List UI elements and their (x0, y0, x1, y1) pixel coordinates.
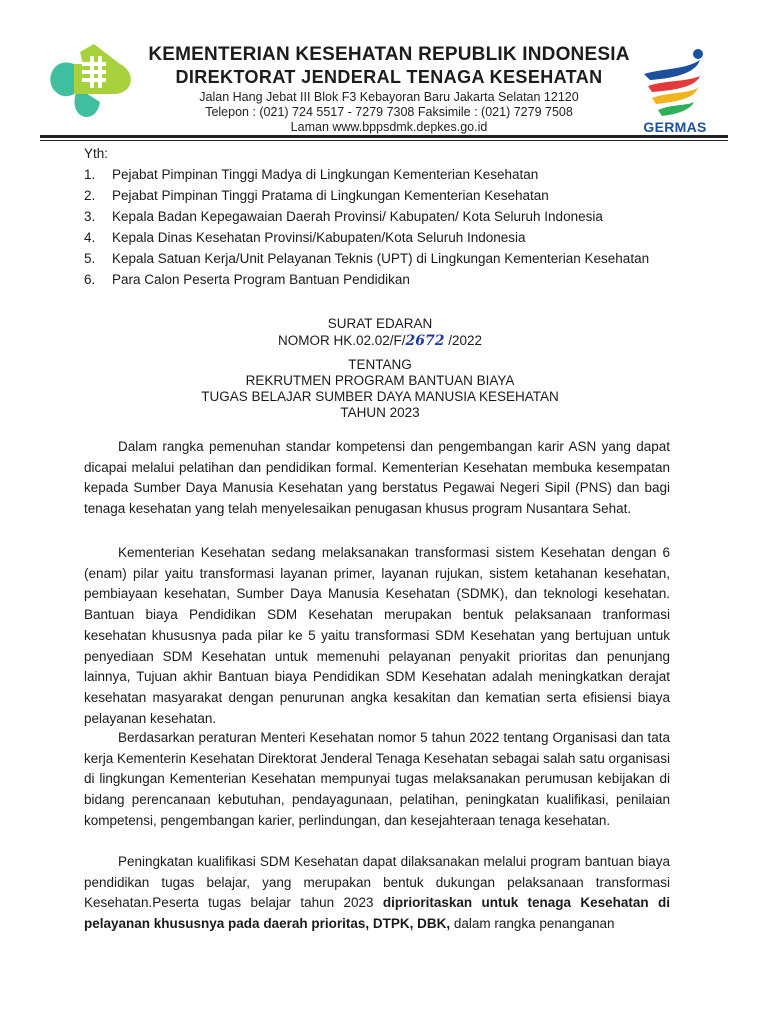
germas-label: GERMAS (643, 119, 707, 135)
address-line: Jalan Hang Jebat III Blok F3 Kebayoran Baru Jakarta Selatan 12120 (199, 90, 579, 104)
website-line: Laman www.bppsdmk.depkes.go.id (290, 120, 488, 134)
bold-emphasis: diprioritaskan untuk tenaga Kesehatan di pelayanan khususnya pada daerah prioritas, DTPK, DBK, (84, 895, 670, 932)
recipient-item: 3. Kepala Badan Kepegawaian Daerah Provinsi/ Kabupaten/ Kota Seluruh Indonesia (84, 209, 603, 224)
letterhead-rule (40, 135, 728, 138)
handwritten-number: 2672 (405, 333, 445, 349)
ministry-name: KEMENTERIAN KESEHATAN REPUBLIK INDONESIA (148, 44, 630, 65)
recipient-item: 2. Pejabat Pimpinan Tinggi Pratama di Lingkungan Kementerian Kesehatan (84, 188, 549, 203)
kemenkes-logo-icon (44, 42, 136, 124)
salutation: Yth: (84, 146, 109, 161)
body-paragraph: Kementerian Kesehatan sedang melaksanakan transformasi sistem Kesehatan dengan 6 (enam) pilar yaitu transformasi layanan primer, layanan rujukan, sistem ketahanan kesehatan, pembiayaan kesehatan, Sumber Daya Manusia Kesehatan (SDMK), dan teknologi kesehatan. Bantuan biaya Pendidikan SDM Kesehatan merupakan bentuk pelaksanaan tranformasi kesehatan khususnya pada pilar ke 5 yaitu transformasi SDM Kesehatan yang bertujuan untuk penyediaan SDM Kesehatan untuk memenuhi pelayanan penyakit prioritas dan penunjang lainnya, Tujuan akhir Bantuan biaya Pendidikan SDM Kesehatan adalah meningkatkan derajat kesehatan masyarakat dengan penurunan angka kesakitan dan kematian serta efisiensi biaya pelayanan kesehatan. (84, 545, 670, 726)
body-paragraph: Peningkatan kualifikasi SDM Kesehatan dapat dilaksanakan melalui program bantuan biaya pendidikan tugas belajar, yang merupakan bentuk dukungan pelaksanaan transformasi Kesehatan.Peserta tugas belajar tahun 2023 diprioritaskan untuk tenaga Kesehatan di pelayanan khususnya pada daerah prioritas, DTPK, DBK, dalam rangka penanganan (84, 854, 670, 932)
letter-number: NOMOR HK.02.02/F/2672 /2022 (277, 333, 483, 349)
recipient-item: 5. Kepala Satuan Kerja/Unit Pelayanan Teknis (UPT) di Lingkungan Kementerian Kesehatan (84, 251, 650, 266)
about-label: TENTANG (348, 357, 412, 372)
subject-line: TUGAS BELAJAR SUMBER DAYA MANUSIA KESEHATAN (201, 389, 559, 404)
phone-line: Telepon : (021) 724 5517 - 7279 7308 Faksimile : (021) 7279 7508 (205, 105, 573, 119)
letter-type: SURAT EDARAN (327, 316, 433, 331)
recipient-item: 6. Para Calon Peserta Program Bantuan Pendidikan (84, 272, 410, 287)
body-paragraph: Berdasarkan peraturan Menteri Kesehatan nomor 5 tahun 2022 tentang Organisasi dan tata kerja Kementerin Kesehatan Direktorat Jenderal Tenaga Kesehatan sebagai salah satu organisasi di lingkungan Kementerian Kesehatan mempunyai tugas melaksanakan perumusan kebijakan di bidang perencanaan kebutuhan, pendayagunaan, pelatihan, peningkatan kualifikasi, penilaian kompetensi, pengembangan karier, perlindungan, dan kesejahteraan tenaga kesehatan. (84, 730, 670, 828)
letterhead-rule-thin (40, 140, 728, 141)
recipient-item: 4. Kepala Dinas Kesehatan Provinsi/Kabupaten/Kota Seluruh Indonesia (84, 230, 526, 245)
subject-line: REKRUTMEN PROGRAM BANTUAN BIAYA (245, 373, 515, 388)
subject-line: TAHUN 2023 (340, 405, 420, 420)
directorate-name: DIREKTORAT JENDERAL TENAGA KESEHATAN (175, 67, 603, 87)
body-paragraph: Dalam rangka pemenuhan standar kompetensi dan pengembangan karir ASN yang dapat dicapai melalui pelatihan dan pendidikan formal. Kementerian Kesehatan membuka kesempatan kepada Sumber Daya Manusia Kesehatan yang berstatus Pegawai Negeri Sipil (PNS) dan bagi tenaga kesehatan yang telah menyelesaikan penugasan khusus program Nusantara Sehat. (84, 439, 670, 517)
recipient-item: 1. Pejabat Pimpinan Tinggi Madya di Lingkungan Kementerian Kesehatan (84, 167, 539, 182)
